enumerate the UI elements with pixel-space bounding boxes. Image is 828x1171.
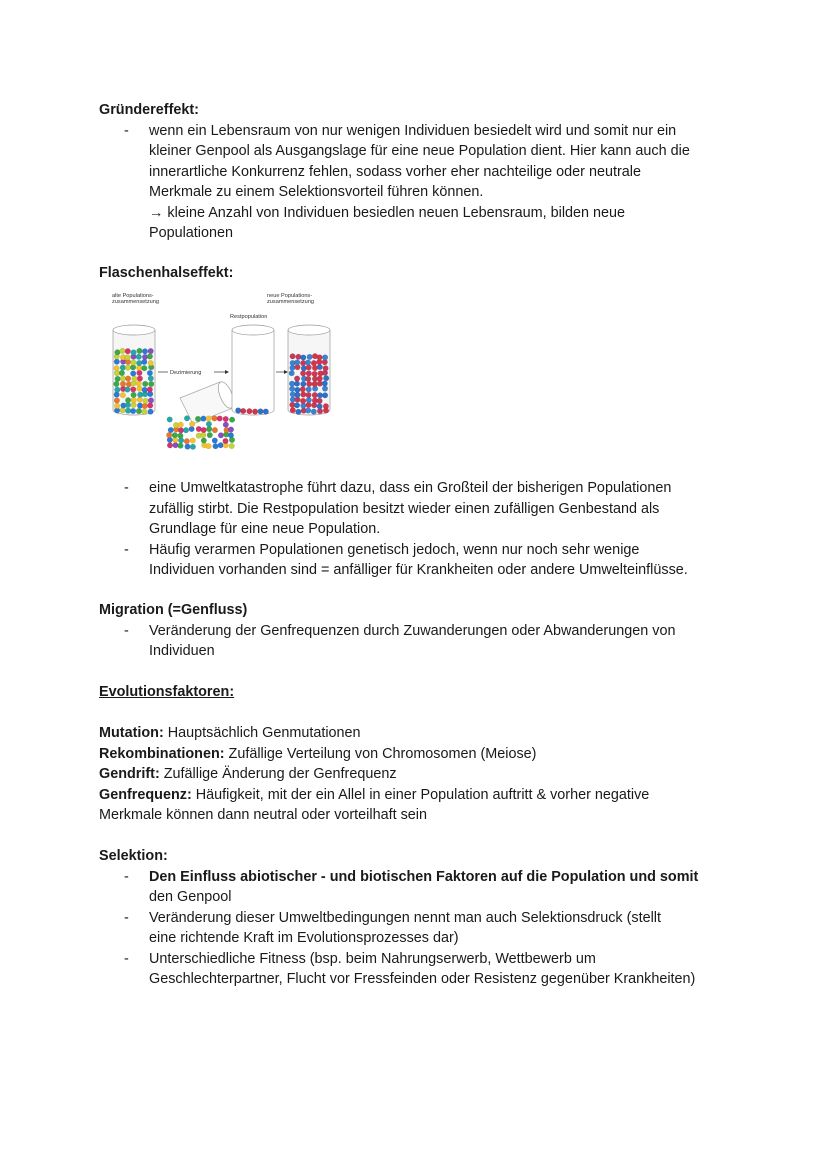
marble (311, 360, 317, 366)
section-flaschenhals-heading (99, 263, 759, 284)
list-item (99, 121, 759, 244)
figure-label-new-2: zusammensetzung (267, 299, 314, 305)
marble (322, 386, 328, 392)
marble (296, 354, 302, 360)
marble (218, 433, 224, 439)
heading-flaschenhals: Flaschenhalseffekt: (99, 265, 234, 281)
definition-text: Häufigkeit, mit der ein Allel in einer Population auftritt & vorher negative (191, 786, 650, 803)
marble (296, 409, 302, 415)
definition-gendrift (99, 764, 759, 785)
term: Genfrequenz: (99, 786, 192, 803)
marble (290, 407, 296, 413)
list-item (99, 478, 759, 540)
marble (306, 365, 312, 371)
marble (300, 387, 306, 393)
marble (300, 398, 306, 404)
marble (323, 375, 329, 381)
marble (132, 376, 138, 382)
marble (252, 409, 258, 415)
selektion-list (99, 867, 759, 990)
marble (212, 438, 218, 444)
marble (120, 408, 126, 414)
marble (312, 381, 318, 387)
marble (115, 376, 121, 382)
marble (190, 444, 196, 450)
marble (312, 371, 318, 377)
marble (167, 443, 173, 449)
text-line: - wenn ein Lebensraum von nur wenigen Individuen besiedelt wird und somit nur ein (149, 122, 677, 139)
marble (201, 438, 207, 444)
marble (148, 376, 154, 382)
text-line: - eine Umweltkatastrophe führt dazu, dass ein Großteil der bisherigen Populationen (149, 480, 672, 496)
figure-label-rest: Restpopulation (230, 314, 268, 320)
text-line: eine richtende Kraft im Evolutionsprozesses dar) (149, 930, 459, 946)
marble (130, 408, 136, 414)
text-line: kleiner Genpool als Ausgangslage für eine neue Population dient. Hier kann auch die (149, 143, 690, 159)
marble (295, 392, 301, 398)
marble (125, 355, 131, 361)
marble (137, 370, 143, 376)
marble (207, 432, 213, 438)
marble (317, 398, 323, 404)
evolutionsfaktoren-definitions (99, 723, 759, 826)
marble (120, 348, 126, 354)
marble (148, 360, 154, 366)
marble (223, 422, 229, 428)
marble (223, 438, 229, 444)
figure-label-dezimierung: Dezimierung (170, 370, 202, 376)
marble (301, 366, 307, 372)
marble (322, 381, 328, 387)
marble (148, 398, 154, 404)
definition-genfrequenz (99, 785, 759, 806)
marble (295, 387, 301, 393)
text-line: - Unterschiedliche Fitness (bsp. beim Nahrungserwerb, Wettbewerb um (149, 950, 596, 967)
migration-list (99, 621, 759, 662)
marble (147, 354, 153, 360)
marble (119, 370, 125, 376)
marble (305, 376, 311, 382)
marble (120, 381, 126, 387)
marble (218, 442, 224, 448)
term: Rekombinationen: (99, 745, 225, 762)
marble (131, 350, 137, 356)
marble (312, 392, 318, 398)
marble (189, 426, 195, 432)
text-line: Individuen vorhanden sind = anfälliger für Krankheiten oder andere Umwelteinflüsse. (149, 562, 688, 578)
marble (306, 397, 312, 403)
marble (136, 408, 142, 414)
marble (136, 360, 142, 366)
marble (301, 355, 307, 361)
marble (183, 427, 189, 433)
marble (147, 370, 153, 376)
text-line: Geschlechterpartner, Flucht vor Fressfeinden oder Resistenz gegenüber Krankheiten) (149, 971, 696, 987)
marble (201, 432, 207, 438)
marble (125, 387, 131, 393)
marble (206, 443, 212, 449)
text-line: den Genpool (149, 889, 232, 905)
marble (185, 444, 191, 450)
marble (294, 360, 300, 366)
marble (190, 438, 196, 444)
bottleneck-diagram (108, 290, 340, 458)
marble (178, 443, 184, 449)
marble (311, 409, 317, 415)
marble (305, 360, 311, 366)
section-evolutionsfaktoren (99, 682, 759, 703)
text-line: - Veränderung der Genfrequenzen durch Zuwanderungen oder Abwanderungen von (149, 622, 676, 639)
marble (142, 354, 148, 360)
marble (125, 365, 131, 371)
marble (137, 386, 143, 392)
marble (294, 381, 300, 387)
dezimierung-arrow (158, 370, 229, 376)
marble (317, 393, 323, 399)
marble (114, 398, 120, 404)
section-selektion (99, 846, 759, 990)
figure-label-old-1: alte Populations- (112, 293, 154, 299)
marble (306, 381, 312, 387)
marble (178, 433, 184, 439)
marble (189, 421, 195, 427)
marble (137, 397, 143, 403)
marble (172, 432, 178, 438)
section-flaschenhals-bullets (99, 478, 759, 581)
figure-label-old-2: zusammensetzung (112, 299, 159, 305)
text-line: Merkmale können dann neutral oder vorteilhaft sein (99, 807, 427, 823)
marble (142, 349, 148, 355)
marble (301, 392, 307, 398)
marble (300, 360, 306, 366)
section-migration (99, 600, 759, 662)
marble (115, 387, 121, 393)
marble (317, 355, 323, 361)
marble (142, 365, 148, 371)
text-line: Merkmale zu einem Selektionsvorteil führen können. (149, 184, 484, 200)
marble (247, 408, 253, 414)
marble (142, 359, 148, 365)
marble (147, 403, 153, 409)
marble (178, 428, 184, 434)
marble (317, 404, 323, 410)
marble (263, 409, 269, 415)
marble (120, 365, 126, 371)
marble (206, 421, 212, 427)
marble (173, 442, 179, 448)
marble (301, 381, 307, 387)
text-line: zufällig stirbt. Die Restpopulation besitzt wieder einen zufälligen Genbestand als (149, 500, 660, 517)
marble (166, 432, 172, 438)
list-item (99, 908, 759, 949)
marble (195, 416, 201, 422)
marble (196, 426, 202, 432)
definition-text: Zufällige Änderung der Genfrequenz (159, 766, 397, 782)
marble (147, 387, 153, 393)
marble (148, 381, 154, 387)
marble (323, 366, 329, 372)
marble (322, 355, 328, 361)
marble (168, 427, 174, 433)
marble (130, 387, 136, 393)
marble (212, 416, 218, 422)
heading-evolutionsfaktoren: Evolutionsfaktoren: (99, 684, 235, 700)
heading-migration: Migration (=Genfluss) (99, 602, 248, 618)
marble (125, 376, 131, 382)
marble (137, 348, 143, 354)
marble (120, 376, 126, 382)
marble (142, 381, 148, 387)
heading-selektion: Selektion: (99, 848, 168, 864)
marble (213, 443, 219, 449)
marble (114, 365, 120, 371)
marble (289, 381, 295, 387)
marble (125, 348, 131, 354)
marble (307, 354, 313, 360)
marble (201, 427, 207, 433)
marble (306, 387, 312, 393)
marble (317, 381, 323, 387)
marble (143, 398, 149, 404)
text-line: - Häufig verarmen Populationen genetisch jedoch, wenn nur noch sehr wenige (149, 541, 640, 558)
text-line: Individuen (149, 643, 215, 659)
marble (131, 397, 137, 403)
marble (229, 417, 235, 423)
marble (136, 354, 142, 360)
growth-arrow (276, 370, 288, 374)
text-line: - Den Einfluss abiotischer - und biotischen Faktoren auf die Population und somit (149, 868, 699, 885)
marble (228, 432, 234, 438)
marble (184, 438, 190, 444)
definition-text: Hauptsächlich Genmutationen (163, 725, 361, 741)
marble (258, 409, 264, 415)
marble (317, 364, 323, 370)
marble (290, 354, 296, 360)
list-item (99, 867, 759, 908)
marble (306, 371, 312, 377)
marble (148, 409, 154, 415)
text-line: → kleine Anzahl von Individuen besiedlen neuen Lebensraum, bilden neue (149, 204, 626, 221)
marble (120, 392, 126, 398)
marble (300, 371, 306, 377)
marble (223, 416, 229, 422)
marble (142, 409, 148, 415)
marble (114, 381, 120, 387)
heading-gruendereffekt: Gründereffekt: (99, 102, 199, 118)
section-gruendereffekt (99, 100, 759, 244)
marble (130, 371, 136, 377)
marble (131, 360, 137, 366)
marble (317, 376, 323, 382)
marble (125, 408, 131, 414)
marble (125, 397, 131, 403)
marble (114, 392, 120, 398)
marble (142, 387, 148, 393)
marble (289, 370, 295, 376)
marble (294, 376, 300, 382)
marble (212, 427, 218, 433)
marble (115, 350, 121, 356)
gruendereffekt-list (99, 121, 759, 244)
flaschenhals-list (99, 478, 759, 581)
marble (184, 416, 190, 422)
marble (142, 403, 148, 409)
marble (137, 376, 143, 382)
marble (289, 386, 295, 392)
definition-text: Zufällige Verteilung von Chromosomen (Meiose) (224, 745, 537, 762)
term: Gendrift: (99, 766, 160, 782)
bottleneck-figure (108, 290, 340, 458)
marble (201, 416, 207, 422)
marble (131, 392, 137, 398)
definition-rekombination (99, 744, 759, 765)
marble (114, 359, 120, 365)
list-item (99, 949, 759, 990)
marble (136, 381, 142, 387)
marble (312, 365, 318, 371)
marble (178, 422, 184, 428)
marble (240, 408, 246, 414)
definition-mutation (99, 723, 759, 744)
text-line: Grundlage für eine neue Population. (149, 521, 381, 537)
marble (306, 402, 312, 408)
marble (114, 403, 120, 409)
marble (306, 392, 312, 398)
cylinder-rest-population (232, 325, 274, 415)
marble (217, 416, 223, 422)
text-line: Populationen (149, 225, 234, 241)
term: Mutation: (99, 725, 164, 741)
marble (167, 417, 173, 423)
marble (323, 403, 329, 409)
list-item (99, 621, 759, 662)
figure-label-new-1: neue Populations- (267, 293, 313, 299)
marble (228, 427, 234, 433)
text-line: innerartliche Konkurrenz fehlen, sodass vorher eher nachteilige oder neutrale (149, 163, 641, 180)
list-item (99, 540, 759, 581)
text-line: - Veränderung dieser Umweltbedingungen nennt man auch Selektionsdruck (stellt (149, 909, 661, 926)
marble (206, 426, 212, 432)
marble (148, 348, 154, 354)
marble (305, 408, 311, 414)
marble (235, 408, 241, 414)
marble (294, 403, 300, 409)
marble (229, 443, 235, 449)
marble (322, 393, 328, 399)
marble (206, 416, 212, 422)
